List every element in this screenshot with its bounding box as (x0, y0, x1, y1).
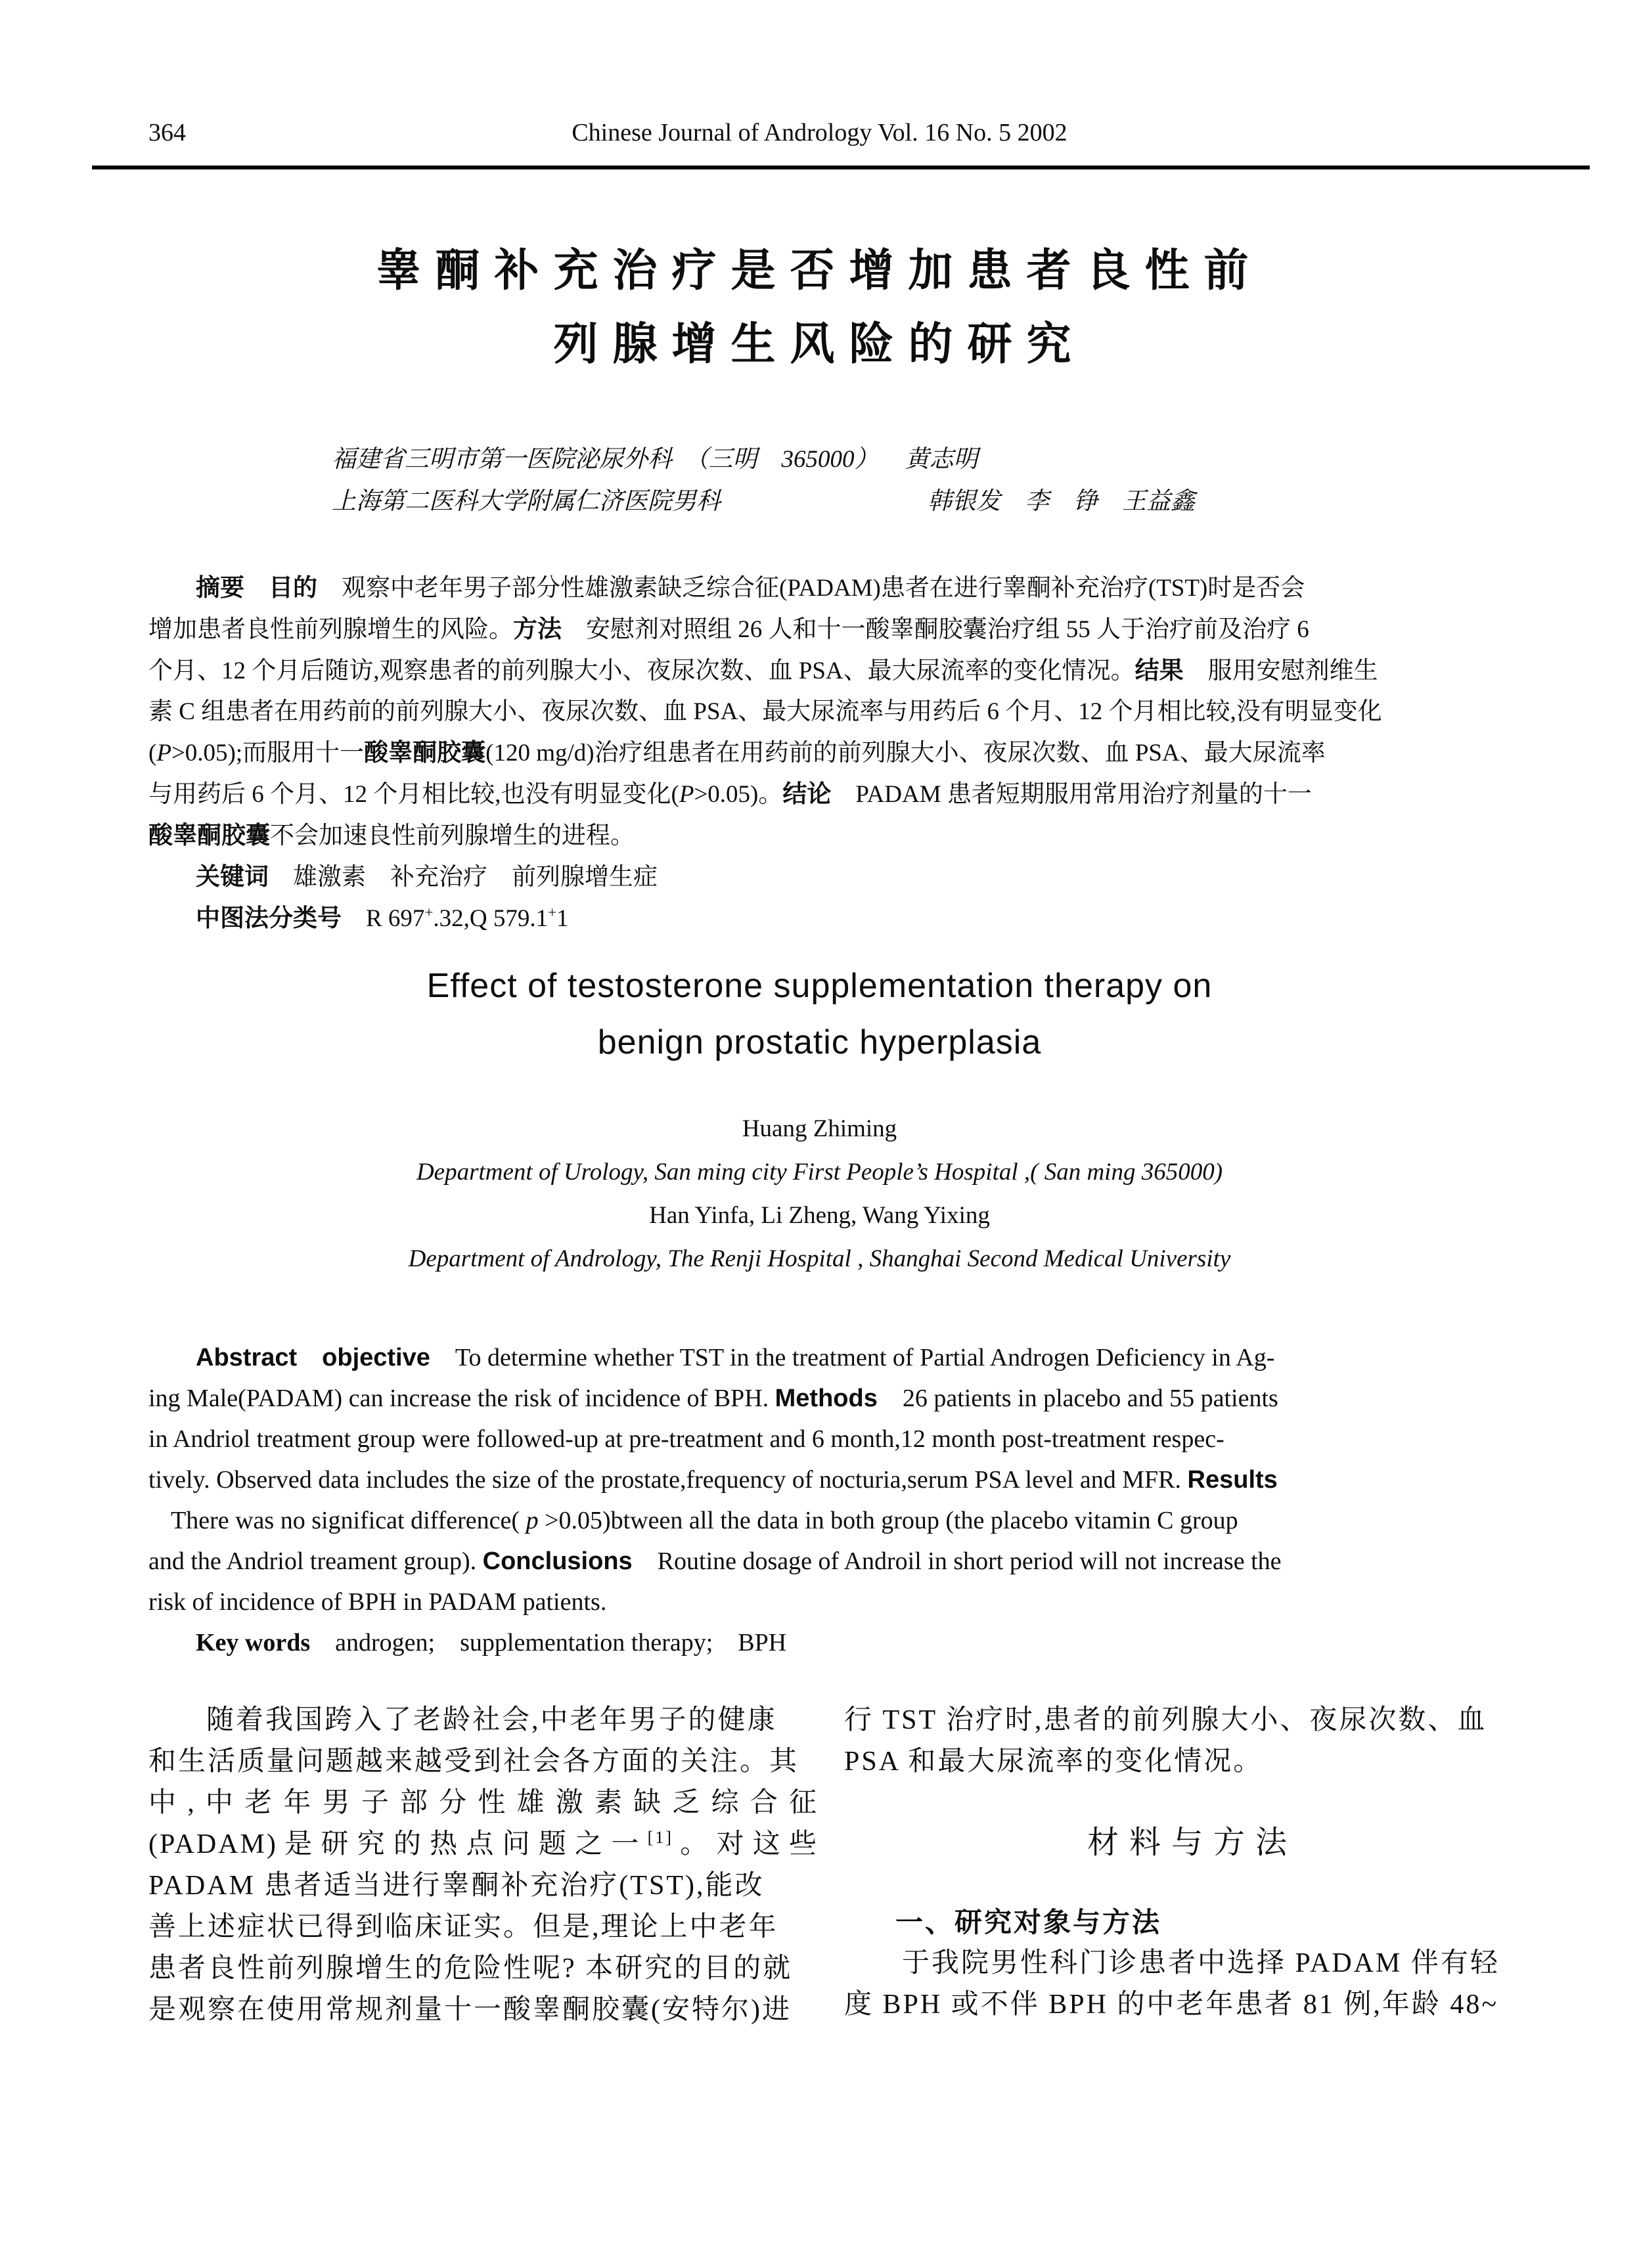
cn-abstract-line-2: 增加患者良性前列腺增生的风险。方法 安慰剂对照组 26 人和十一酸睾酮胶囊治疗组 55 人于治疗前及治疗 6 (148, 615, 1309, 643)
affiliation-en-2: Department of Andrology, The Renji Hospital , Shanghai Second Medical University (408, 1245, 1231, 1272)
body-right-line-2: PSA 和最大尿流率的变化情况。 (844, 1746, 1263, 1777)
header-divider (92, 166, 1590, 169)
authors-cn-2: 韩银发 李 铮 王益鑫 (928, 488, 1195, 515)
author-en-1: Huang Zhiming (742, 1115, 897, 1142)
body-column-left (148, 1700, 819, 2031)
en-abstract-line-2: ing Male(PADAM) can increase the risk of incidence of BPH. Methods 26 patients in placebo and 55 patients (148, 1385, 1278, 1412)
affiliations-cn (332, 439, 1195, 523)
body-left-line-4: (PADAM)是研究的热点问题之一[1]。对这些 (148, 1828, 819, 1859)
authors-en (0, 1107, 1639, 1281)
page-number: 364 (148, 119, 186, 146)
authors-en-2: Han Yinfa, Li Zheng, Wang Yixing (649, 1202, 990, 1229)
cn-abstract-line-5: (P>0.05);而服用十一酸睾酮胶囊(120 mg/d)治疗组患者在用药前的前列腺大小、夜尿次数、血 PSA、最大尿流率 (148, 739, 1326, 767)
body-left-line-1: 随着我国跨入了老龄社会,中老年男子的健康 (206, 1705, 777, 1735)
body-left-line-8: 是观察在使用常规剂量十一酸睾酮胶囊(安特尔)进 (148, 1995, 792, 2025)
cn-abstract-line-7: 酸睾酮胶囊不会加速良性前列腺增生的进程。 (148, 822, 635, 849)
body-left-line-5: PADAM 患者适当进行睾酮补充治疗(TST),能改 (148, 1871, 765, 1901)
cn-abstract-line-3: 个月、12 个月后随访,观察患者的前列腺大小、夜尿次数、血 PSA、最大尿流率的变化情况。结果 服用安慰剂维生 (148, 657, 1378, 684)
article-title-cn-line1: 睾酮补充治疗是否增加患者良性前 (376, 246, 1263, 296)
article-title-en-line1: Effect of testosterone supplementation therapy on (426, 967, 1213, 1005)
body-left-line-2: 和生活质量问题越来越受到社会各方面的关注。其 (148, 1746, 799, 1777)
cn-abstract-line-6: 与用药后 6 个月、12 个月相比较,也没有明显变化(P>0.05)。结论 PADAM 患者短期服用常用治疗剂量的十一 (148, 780, 1312, 808)
affiliation-en-1: Department of Urology, San ming city First People’s Hospital ,( San ming 365000) (416, 1159, 1223, 1186)
body-left-line-7: 患者良性前列腺增生的危险性呢? 本研究的目的就 (148, 1953, 793, 1984)
en-abstract-line-6: and the Andriol treament group). Conclusions Routine dosage of Androil in short period will not increase the (148, 1547, 1282, 1575)
affiliation-cn-1: 福建省三明市第一医院泌尿外科 （三明 365000） (332, 446, 879, 473)
en-abstract-line-4: tively. Observed data includes the size of the prostate,frequency of nocturia,serum PSA level and MFR. Results (148, 1466, 1278, 1494)
cn-abstract-line-1: 摘要 目的 观察中老年男子部分性雄激素缺乏综合征(PADAM)患者在进行睾酮补充治疗(TST)时是否会 (196, 574, 1305, 602)
article-title-en-line2: benign prostatic hyperplasia (597, 1023, 1042, 1061)
en-abstract-line-7: risk of incidence of BPH in PADAM patients. (148, 1588, 607, 1616)
article-title-en (0, 958, 1639, 1071)
en-keywords: Key words androgen; supplementation therapy; BPH (196, 1629, 787, 1657)
author-cn-1: 黄志明 (905, 446, 978, 473)
body-right-line-4: 度 BPH 或不伴 BPH 的中老年患者 81 例,年龄 48~ (844, 1990, 1499, 2020)
abstract-en (148, 1337, 1538, 1663)
body-left-line-3: 中,中老年男子部分性雄激素缺乏综合征 (148, 1788, 819, 1818)
affiliation-row-1 (332, 439, 1195, 481)
subsection-heading-subjects-methods: 一、研究对象与方法 (895, 1907, 1162, 1938)
affiliation-cn-2: 上海第二医科大学附属仁济医院男科 (332, 488, 721, 515)
cn-abstract-line-4: 素 C 组患者在用药前的前列腺大小、夜尿次数、血 PSA、最大尿流率与用药后 6 个月、12 个月相比较,没有明显变化 (148, 698, 1382, 725)
en-abstract-line-3: in Andriol treatment group were followed-up at pre-treatment and 6 month,12 month post-treatment respec- (148, 1425, 1224, 1453)
abstract-cn (148, 567, 1538, 939)
article-title-cn-line2: 列腺增生风险的研究 (553, 319, 1086, 369)
section-heading-materials-methods: 材料与方法 (1087, 1825, 1297, 1860)
article-title-cn (0, 234, 1639, 381)
body-column-right (844, 1700, 1540, 2026)
journal-header: Chinese Journal of Andrology Vol. 16 No. 5 2002 (572, 119, 1067, 146)
body-right-line-3: 于我院男性科门诊患者中选择 PADAM 伴有轻 (902, 1948, 1500, 1978)
body-right-line-1: 行 TST 治疗时,患者的前列腺大小、夜尿次数、血 (844, 1705, 1487, 1735)
affiliation-row-2 (332, 481, 1195, 523)
en-abstract-line-1: Abstract objective To determine whether TST in the treatment of Partial Androgen Deficiency in Ag- (196, 1344, 1275, 1371)
cn-keywords: 关键词 雄激素 补充治疗 前列腺增生症 (196, 863, 658, 891)
en-abstract-line-5: There was no significat difference( p >0.05)btween all the data in both group (the placebo vitamin C group (171, 1507, 1238, 1534)
body-left-line-6: 善上述症状已得到临床证实。但是,理论上中老年 (148, 1912, 778, 1942)
cn-classification-code: 中图法分类号 R 697+.32,Q 579.1+1 (196, 904, 569, 932)
